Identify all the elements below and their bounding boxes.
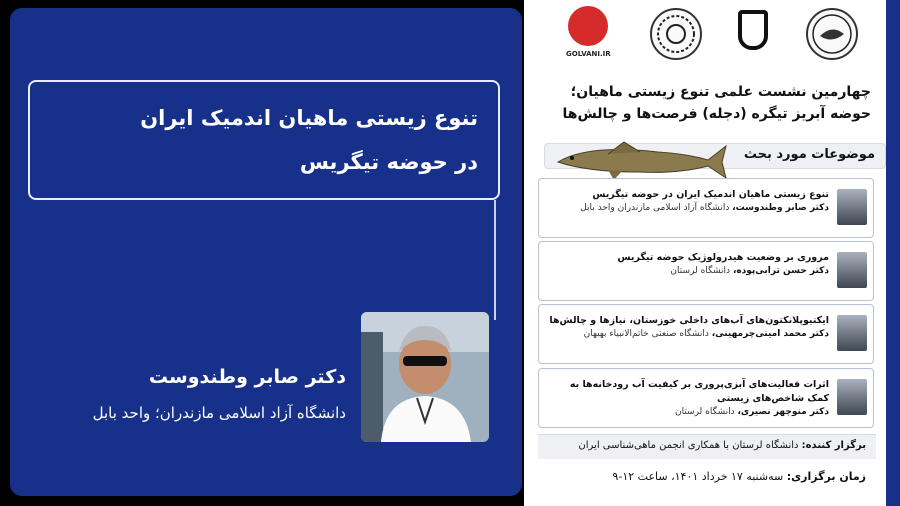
talk-3-speaker — [584, 329, 829, 339]
organizer-bar — [538, 434, 876, 459]
vertical-divider — [494, 200, 496, 320]
ichthyology-society-logo — [806, 8, 858, 60]
talk-3-affiliation: دانشگاه صنعتی خاتم‌الانبیاء بهبهان — [583, 329, 709, 339]
talk-card-1 — [538, 178, 874, 238]
talk-1-affiliation: دانشگاه آزاد اسلامی مازندران واحد بابل — [580, 203, 730, 213]
talk-2-topic: مروری بر وضعیت هیدرولوژیک حوضه تیگریس — [617, 252, 829, 263]
fish-illustration-icon — [548, 138, 728, 182]
lorestan-logo-icon — [738, 10, 768, 50]
talk-card-4 — [538, 368, 874, 428]
talk-1-topic: تنوع زیستی ماهیان اندمیک ایران در حوضه تیگریس — [592, 189, 829, 200]
golvani-caption: GOLVANI.IR — [566, 50, 611, 58]
fish-society-icon — [808, 10, 856, 58]
lorestan-university-logo — [728, 8, 780, 60]
talk-4-speaker-photo — [837, 379, 867, 415]
poster-title-line-1: چهارمین نشست علمی تنوع زیستی ماهیان؛ — [570, 84, 871, 100]
poster-title — [544, 72, 889, 134]
sponsor-logos — [562, 4, 872, 68]
seal-logo-icon — [652, 10, 700, 58]
speaker-name: دکتر صابر وطندوست — [148, 366, 346, 388]
talk-3-speaker-name: دکتر محمد امینی‌چرمهینی، — [711, 329, 829, 339]
topics-label: موضوعات مورد بحث — [743, 147, 875, 162]
speaker-photo — [361, 312, 489, 442]
talk-card-2 — [538, 241, 874, 301]
organizer-info — [578, 440, 866, 451]
talk-4-topic-line-2: کمک شاخص‌های زیستی — [716, 393, 829, 404]
talk-3-topic: ایکتیوپلانکتون‌های آب‌های داخلی خوزستان، نیازها و چالش‌ها — [549, 315, 829, 326]
talk-2-affiliation: دانشگاه لرستان — [670, 266, 731, 276]
seal-logo — [650, 8, 702, 60]
event-time-bar — [538, 464, 876, 492]
talk-1-speaker — [580, 203, 829, 213]
talk-title-box — [28, 80, 500, 200]
talk-4-speaker — [675, 407, 829, 417]
presentation-panel — [10, 8, 522, 496]
speaker-photo-image — [361, 312, 489, 442]
poster-title-line-2: حوضه آبریز تیگره (دجله) فرصت‌ها و چالش‌ها — [562, 106, 871, 122]
organizer-label: برگزار کننده: — [801, 440, 866, 451]
speaker-affiliation: دانشگاه آزاد اسلامی مازندران؛ واحد بابل — [92, 404, 346, 422]
talk-2-speaker-photo — [837, 252, 867, 288]
talk-1-speaker-photo — [837, 189, 867, 225]
talk-2-speaker — [670, 266, 829, 276]
talk-4-topic: اثرات فعالیت‌های آبزی‌پروری بر کیفیت آب رودخانه‌ها به — [569, 379, 829, 390]
event-time-label: زمان برگزاری: — [786, 470, 866, 483]
event-time-value: سه‌شنبه ۱۷ خرداد ۱۴۰۱، ساعت ۱۲-۹ — [612, 470, 784, 483]
talk-card-3 — [538, 304, 874, 364]
talk-title-line-2: در حوضه تیگریس — [299, 150, 478, 174]
event-poster — [524, 0, 900, 506]
golvani-logo — [568, 6, 608, 46]
talk-1-speaker-name: دکتر صابر وطندوست، — [732, 203, 829, 213]
talk-2-speaker-name: دکتر حسن ترابی‌پوده، — [732, 266, 829, 276]
event-time-info — [612, 470, 866, 483]
talk-4-speaker-name: دکتر منوچهر نصیری، — [737, 407, 829, 417]
talk-4-affiliation: دانشگاه لرستان — [674, 407, 735, 417]
organizer-value: دانشگاه لرستان با همکاری انجمن ماهی‌شناسی ایران — [578, 440, 799, 451]
talk-title-line-1: تنوع زیستی ماهیان اندمیک ایران — [140, 106, 478, 130]
talk-3-speaker-photo — [837, 315, 867, 351]
